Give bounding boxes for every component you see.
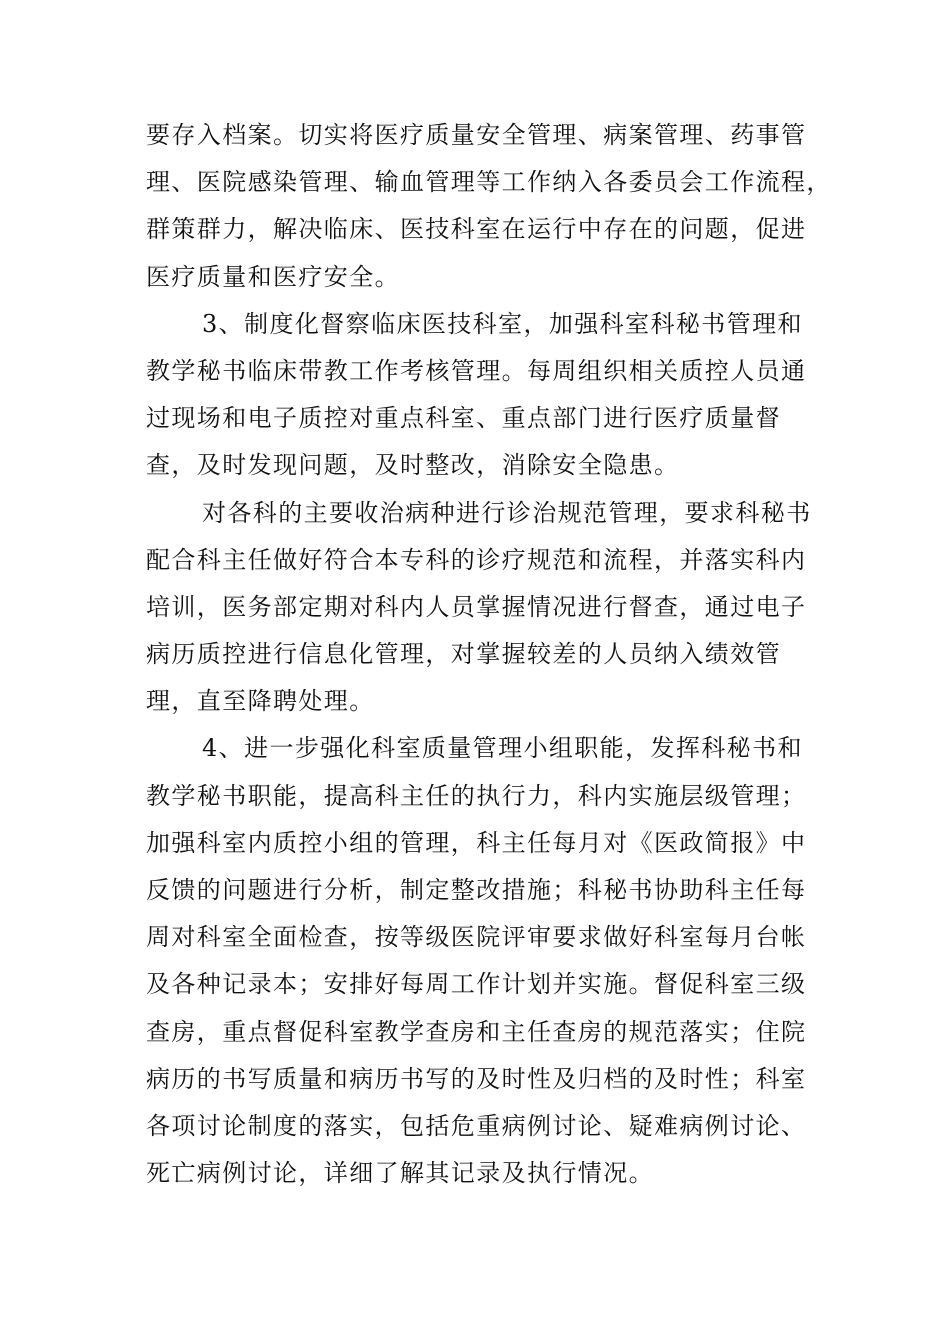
text-line: 反馈的问题进行分析，制定整改措施；科秘书协助科主任每 xyxy=(146,876,807,904)
text-line: 过现场和电子质控对重点科室、重点部门进行医疗质量督 xyxy=(146,404,781,433)
text-line: 理、医院感染管理、输血管理等工作纳入各委员会工作流程， xyxy=(146,168,832,197)
text-line: 3、制度化督察临床医技科室，加强科室科秘书管理和 xyxy=(202,309,803,338)
text-line: 群策群力，解决临床、医技科室在运行中存在的问题，促进 xyxy=(146,215,807,244)
text-line: 查房，重点督促科室教学查房和主任查房的规范落实；住院 xyxy=(146,1017,807,1046)
text-line: 各项讨论制度的落实，包括危重病例讨论、疑难病例讨论、 xyxy=(146,1111,807,1140)
text-line: 死亡病例讨论，详细了解其记录及执行情况。 xyxy=(146,1159,654,1188)
text-line: 要存入档案。切实将医疗质量安全管理、病案管理、药事管 xyxy=(146,121,807,149)
text-line: 及各种记录本；安排好每周工作计划并实施。督促科室三级 xyxy=(146,970,807,999)
text-line: 医疗质量和医疗安全。 xyxy=(146,262,400,291)
text-line: 加强科室内质控小组的管理，科主任每月对《医政简报》中 xyxy=(146,828,807,857)
text-line: 4、进一步强化科室质量管理小组职能，发挥科秘书和 xyxy=(202,734,803,763)
text-line: 对各科的主要收治病种进行诊治规范管理，要求科秘书 xyxy=(202,498,812,527)
text-line: 周对科室全面检查，按等级医院评审要求做好科室每月台帐 xyxy=(146,923,807,952)
text-line: 病历质控进行信息化管理，对掌握较差的人员纳入绩效管 xyxy=(146,640,781,669)
text-line: 查，及时发现问题，及时整改，消除安全隐患。 xyxy=(146,451,680,480)
text-line: 配合科主任做好符合本专科的诊疗规范和流程，并落实科内 xyxy=(146,545,807,574)
text-line: 教学秘书职能，提高科主任的执行力，科内实施层级管理； xyxy=(146,781,807,810)
text-line: 教学秘书临床带教工作考核管理。每周组织相关质控人员通 xyxy=(146,356,807,385)
text-line: 培训，医务部定期对科内人员掌握情况进行督查，通过电子 xyxy=(146,592,807,621)
text-line: 病历的书写质量和病历书写的及时性及归档的及时性；科室 xyxy=(146,1064,807,1093)
text-line: 理，直至降聘处理。 xyxy=(146,687,375,716)
body-text xyxy=(146,112,832,1197)
